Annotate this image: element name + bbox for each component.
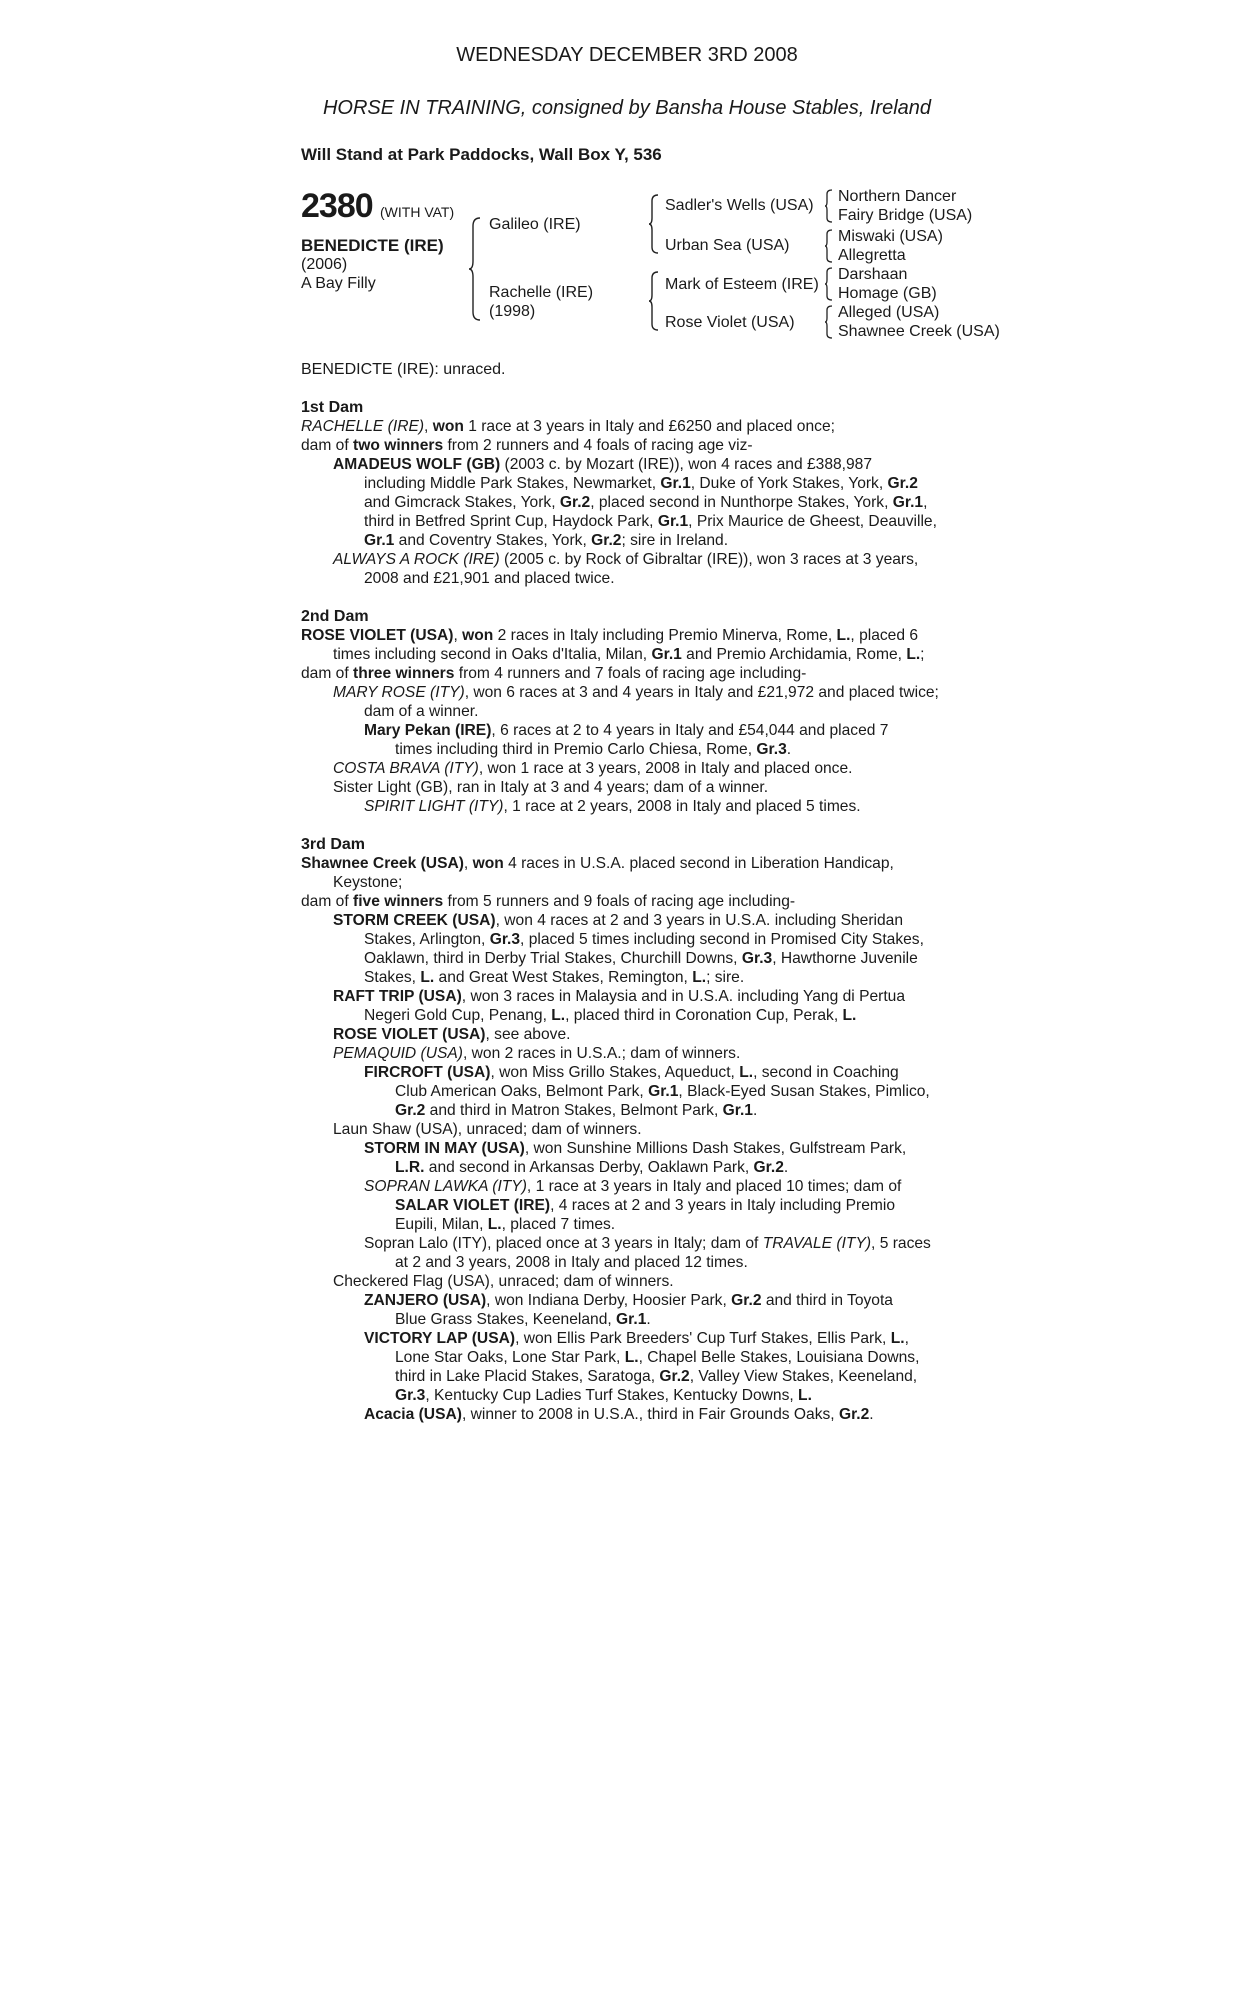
horse-name: AMADEUS WOLF (GB) [333,456,501,473]
pedigree-g3: Miswaki (USA) [838,228,943,245]
text: including Middle Park Stakes, Newmarket, [364,475,661,492]
pedigree-g2: Fairy Bridge (USA) [838,207,973,224]
text: and third in Matron Stakes, Belmont Park, [425,1102,723,1119]
text: , Duke of York Stakes, York, [690,475,888,492]
text: and Premio Archidamia, Rome, [681,646,907,663]
grade: Gr.3 [395,1387,426,1404]
horse-name: ROSE VIOLET (USA) [301,627,454,644]
race-summary: BENEDICTE (IRE): unraced. [301,361,506,378]
text: , won 6 races at 3 and 4 years in Italy and £21,972 and placed twice; [464,684,939,701]
lot-number: 2380 [301,187,373,225]
grade: Gr.1 [651,646,682,663]
horse-name: TRAVALE (ITY) [762,1235,872,1252]
grade: Gr.1 [892,494,924,511]
text: and third in Toyota [761,1292,893,1309]
horse-name: FIRCROFT (USA) [364,1064,491,1081]
text: from 2 runners and 4 foals of racing age viz- [443,437,753,454]
text: third in Lake Placid Stakes, Saratoga, [395,1368,660,1385]
text-line [301,569,953,588]
text-line [301,436,953,455]
text: . [869,1406,874,1423]
grade: L. [798,1387,812,1404]
text: , 4 races at 2 and 3 years in Italy including Premio [550,1197,896,1214]
text-line [301,1234,953,1253]
text: (2005 c. by Rock of Gibraltar (IRE)), won 3 races at 3 years, [499,551,919,568]
text: , placed third in Coronation Cup, Perak, [565,1007,843,1024]
text-line [301,1329,953,1348]
text-line [301,1405,953,1424]
text: , Black-Eyed Susan Stakes, Pimlico, [678,1083,930,1100]
text: 1 race at 3 years in Italy and £6250 and placed once; [463,418,835,435]
text: , won Miss Grillo Stakes, Aqueduct, [490,1064,740,1081]
text-line [301,911,953,930]
text: , 5 races [871,1235,931,1252]
text: and Coventry Stakes, York, [394,532,592,549]
pedigree-brace-1 [468,216,482,322]
text: , Prix Maurice de Gheest, Deauville, [688,513,937,530]
text: Club American Oaks, Belmont Park, [395,1083,649,1100]
text: . [646,1311,651,1328]
grade: L. [420,969,435,986]
text: , [424,418,433,435]
text: , [904,1330,909,1347]
text-line [301,1196,953,1215]
text: , [463,855,473,872]
pedigree-g5: Darshaan [838,266,908,283]
grade: Gr.1 [722,1102,753,1119]
text: Stakes, Arlington, [364,931,490,948]
text: Sister Light (GB), ran in Italy at 3 and 4 years; dam of a winner. [333,779,769,796]
text-line [301,1253,953,1272]
third-dam-heading: 3rd Dam [301,836,366,853]
text: , won 2 races in U.S.A.; dam of winners. [462,1045,741,1062]
grade: Gr.2 [659,1368,690,1385]
text: Negeri Gold Cup, Penang, [364,1007,552,1024]
text: Blue Grass Stakes, Keeneland, [395,1311,617,1328]
text-line [301,1025,953,1044]
pedigree-g4: Allegretta [838,247,906,264]
pedigree-brace-6 [824,266,834,302]
grade: Gr.2 [838,1406,870,1423]
horse-name: RAFT TRIP (USA) [333,988,462,1005]
pedigree-dam-dam: Rose Violet (USA) [665,314,795,331]
text: , 1 race at 3 years in Italy and placed 10 times; dam of [526,1178,902,1195]
pedigree-g1: Northern Dancer [838,188,957,205]
pedigree-brace-3 [648,270,660,332]
text: , won 4 races at 2 and 3 years in U.S.A. including Sheridan [495,912,903,929]
text-line [301,797,953,816]
text: Stakes, [364,969,421,986]
sale-date: WEDNESDAY DECEMBER 3RD 2008 [456,44,798,66]
text: , winner to 2008 in U.S.A., third in Fair Grounds Oaks, [461,1406,839,1423]
text: Lone Star Oaks, Lone Star Park, [395,1349,625,1366]
first-dam-heading: 1st Dam [301,399,364,416]
text: , second in Coaching [753,1064,899,1081]
text-line [301,740,953,759]
text: times including second in Oaks d'Italia, Milan, [333,646,652,663]
horse-name: VICTORY LAP (USA) [364,1330,516,1347]
grade: Gr.1 [657,513,689,530]
pedigree-sire-sire: Sadler's Wells (USA) [665,197,814,214]
text-line [301,702,953,721]
pedigree-dam-year: (1998) [489,303,536,320]
stand-location: Will Stand at Park Paddocks, Wall Box Y, 536 [301,145,662,164]
horse-name: ALWAYS A ROCK (IRE) [333,551,500,568]
text: three winners [353,665,455,682]
text: Keystone; [333,874,403,891]
text-line [301,626,953,645]
text: dam of [301,437,354,454]
horse-name: BENEDICTE (IRE) [301,236,444,255]
text: 4 races in U.S.A. placed second in Liberation Handicap, [503,855,894,872]
text: , placed 5 times including second in Promised City Stakes, [520,931,924,948]
text: , [923,494,928,511]
text-line [301,1272,953,1291]
pedigree-brace-4 [824,188,834,224]
second-dam-heading: 2nd Dam [301,608,369,625]
horse-name: Acacia (USA) [364,1406,462,1423]
grade: L. [906,646,921,663]
text: won [462,627,494,644]
horse-name: STORM IN MAY (USA) [364,1140,525,1157]
text-line [301,664,953,683]
text-line [301,512,953,531]
text: , placed 6 [850,627,919,644]
text: dam of [301,665,354,682]
text: five winners [353,893,444,910]
grade: L. [836,627,851,644]
grade: L. [692,969,707,986]
text-line [301,493,953,512]
text: , placed second in Nunthorpe Stakes, York, [590,494,893,511]
text-line [301,1177,953,1196]
text: . [783,1159,789,1176]
text: , Valley View Stakes, Keeneland, [689,1368,918,1385]
horse-name: Shawnee Creek (USA) [301,855,464,872]
text-line [301,949,953,968]
text-line [301,455,953,474]
grade: Gr.3 [741,950,773,967]
text: (2003 c. by Mozart (IRE)), won 4 races and £388,987 [500,456,873,473]
horse-name: PEMAQUID (USA) [333,1045,463,1062]
text: , won 3 races in Malaysia and in U.S.A. including Yang di Pertua [461,988,906,1005]
text: , won 1 race at 3 years, 2008 in Italy and placed once. [478,760,853,777]
text: dam of a winner. [364,703,479,720]
grade: L. [551,1007,566,1024]
text: at 2 and 3 years, 2008 in Italy and placed 12 times. [395,1254,748,1271]
pedigree-sire: Galileo (IRE) [489,216,581,233]
text: , see above. [485,1026,571,1043]
text-line [301,968,953,987]
text-line [301,474,953,493]
text: Sopran Lalo (ITY), placed once at 3 years in Italy; dam of [364,1235,763,1252]
horse-name: SALAR VIOLET (IRE) [395,1197,551,1214]
vat-note: (WITH VAT) [380,204,455,220]
consignment-line: HORSE IN TRAINING, consigned by Bansha House Stables, Ireland [322,97,932,119]
horse-description: A Bay Filly [301,275,376,292]
grade: Gr.1 [648,1083,679,1100]
horse-name: COSTA BRAVA (ITY) [333,760,479,777]
text: , 1 race at 2 years, 2008 in Italy and placed 5 times. [503,798,861,815]
text: . [752,1102,758,1119]
text: Laun Shaw (USA), unraced; dam of winners. [333,1121,642,1138]
grade: Gr.3 [489,931,521,948]
text: third in Betfred Sprint Cup, Haydock Park, [364,513,658,530]
text-line [301,1310,953,1329]
pedigree-brace-5 [824,228,834,264]
text-line [301,1291,953,1310]
text: 2008 and £21,901 and placed twice. [364,570,615,587]
text-line [301,1063,953,1082]
text-line [301,778,953,797]
text: and Gimcrack Stakes, York, [364,494,560,511]
grade: Gr.2 [753,1159,784,1176]
grade: Gr.2 [887,475,918,492]
text-line [301,417,953,436]
horse-name: ROSE VIOLET (USA) [333,1026,486,1043]
text: dam of [301,893,354,910]
pedigree-g8: Shawnee Creek (USA) [838,323,1000,340]
text: , won Indiana Derby, Hoosier Park, [486,1292,732,1309]
grade: Gr.2 [559,494,591,511]
text-line [301,759,953,778]
text-line [301,645,953,664]
text: Oaklawn, third in Derby Trial Stakes, Churchill Downs, [364,950,742,967]
text-line [301,854,953,873]
text: 2 races in Italy including Premio Minerva, Rome, [493,627,837,644]
text: and Great West Stakes, Remington, [434,969,693,986]
horse-year: (2006) [301,256,348,273]
text: Checkered Flag (USA), unraced; dam of winners. [333,1273,674,1290]
text: ; sire in Ireland. [621,532,729,549]
text: won [472,855,504,872]
text-line [301,531,953,550]
text: times including third in Premio Carlo Chiesa, Rome, [395,741,757,758]
third-dam-section [301,835,953,1424]
grade: Gr.1 [616,1311,647,1328]
first-dam-section [301,398,953,588]
grade: Gr.2 [591,532,622,549]
horse-name: MARY ROSE (ITY) [333,684,465,701]
text-line [301,1006,953,1025]
text: , [453,627,463,644]
text-line [301,1348,953,1367]
text: , Kentucky Cup Ladies Turf Stakes, Kentucky Downs, [425,1387,799,1404]
text: , placed 7 times. [501,1216,616,1233]
text-line [301,1044,953,1063]
text: from 4 runners and 7 foals of racing age including- [454,665,807,682]
horse-name: Mary Pekan (IRE) [364,722,492,739]
text: , won Sunshine Millions Dash Stakes, Gulfstream Park, [524,1140,907,1157]
second-dam-section [301,607,953,816]
text: and second in Arkansas Derby, Oaklawn Park, [424,1159,754,1176]
text: . [786,741,792,758]
text: ; sire. [706,969,745,986]
text-line [301,873,953,892]
text-line [301,1101,953,1120]
text-line [301,1386,953,1405]
text-line [301,987,953,1006]
grade: L. [842,1007,857,1024]
grade: L. [624,1349,639,1366]
text-line [301,1139,953,1158]
pedigree-dam: Rachelle (IRE) [489,284,594,301]
text-line [301,683,953,702]
text-line [301,1215,953,1234]
text: , Hawthorne Juvenile [772,950,918,967]
horse-name: SOPRAN LAWKA (ITY) [364,1178,527,1195]
horse-name: RACHELLE (IRE) [301,418,425,435]
text-line [301,721,953,740]
text: , 6 races at 2 to 4 years in Italy and £54,044 and placed 7 [491,722,889,739]
text: ; [920,646,925,663]
text: Eupili, Milan, [395,1216,488,1233]
grade: Gr.2 [731,1292,762,1309]
horse-name: ZANJERO (USA) [364,1292,487,1309]
text-line [301,1367,953,1386]
text-line [301,892,953,911]
grade: Gr.1 [364,532,395,549]
grade: L. [487,1216,502,1233]
horse-name: STORM CREEK (USA) [333,912,496,929]
text: from 5 runners and 9 foals of racing age including- [443,893,796,910]
pedigree-brace-7 [824,304,834,340]
grade: Gr.1 [660,475,691,492]
text-line [301,1120,953,1139]
grade: L.R. [395,1159,425,1176]
text-line [301,1082,953,1101]
horse-name: SPIRIT LIGHT (ITY) [364,798,504,815]
pedigree-g7: Alleged (USA) [838,304,940,321]
pedigree-g6: Homage (GB) [838,285,937,302]
text-line [301,930,953,949]
grade: L. [739,1064,754,1081]
text: , Chapel Belle Stakes, Louisiana Downs, [638,1349,920,1366]
grade: Gr.2 [395,1102,426,1119]
text-line [301,1158,953,1177]
text: two winners [353,437,444,454]
grade: L. [890,1330,905,1347]
text-line [301,550,953,569]
pedigree-dam-sire: Mark of Esteem (IRE) [665,276,819,293]
grade: Gr.3 [756,741,787,758]
text: , won Ellis Park Breeders' Cup Turf Stakes, Ellis Park, [515,1330,891,1347]
pedigree-brace-2 [648,193,660,255]
text: won [432,418,464,435]
pedigree-sire-dam: Urban Sea (USA) [665,237,790,254]
